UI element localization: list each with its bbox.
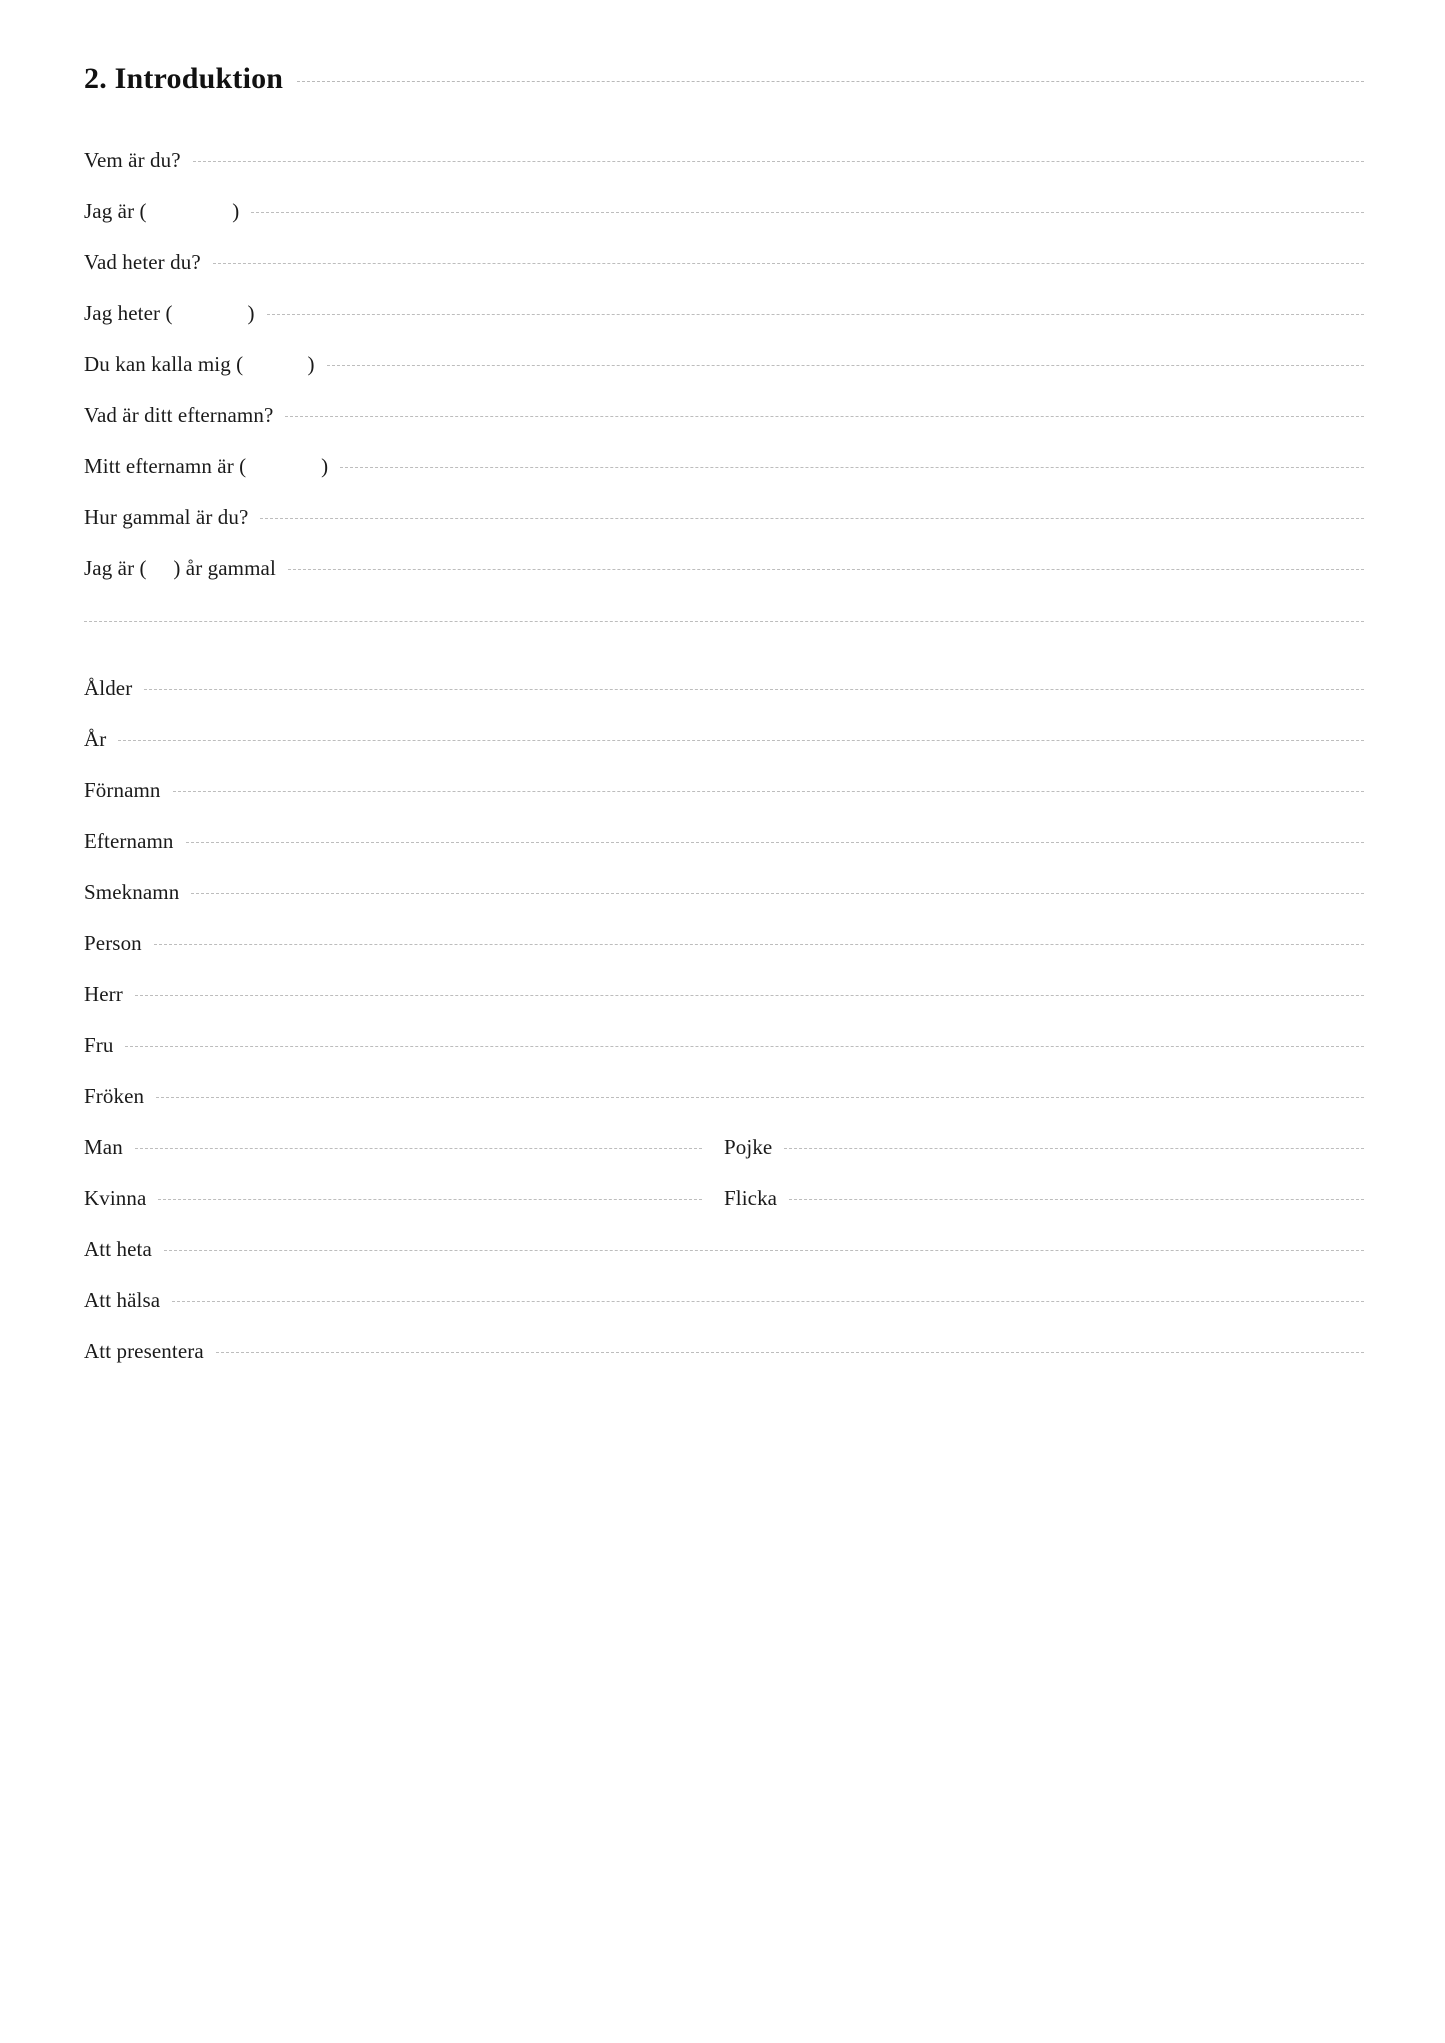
write-line[interactable] (191, 892, 1364, 894)
verb-label: Att heta (84, 1237, 152, 1261)
vocab-label: Smeknamn (84, 880, 180, 904)
verb-label: Att hälsa (84, 1288, 161, 1312)
write-line[interactable] (154, 943, 1364, 945)
vocab-label: Pojke (724, 1135, 773, 1159)
vocab-pair-row (84, 1135, 1364, 1186)
vocab-pair-right (724, 1186, 1364, 1211)
vocab-pair-left (84, 1135, 724, 1160)
vocab-label: Ålder (84, 676, 133, 700)
section-gap (84, 607, 1364, 625)
vocab-label: År (84, 727, 107, 751)
write-line[interactable] (784, 1147, 1364, 1149)
write-line[interactable] (125, 1045, 1364, 1047)
write-line[interactable] (135, 1147, 702, 1149)
write-line[interactable] (118, 739, 1364, 741)
phrase-row (84, 250, 1364, 301)
write-line[interactable] (327, 364, 1364, 366)
write-line[interactable] (158, 1198, 702, 1200)
write-line[interactable] (173, 790, 1364, 792)
write-line[interactable] (789, 1198, 1364, 1200)
phrase-label: Jag heter ( ) (84, 301, 255, 325)
vocab-label: Förnamn (84, 778, 161, 802)
phrase-row (84, 148, 1364, 199)
vocab-label: Man (84, 1135, 123, 1159)
write-line[interactable] (164, 1249, 1364, 1251)
page-title: 2. Introduktion (84, 62, 284, 95)
vocab-pair-left (84, 1186, 724, 1211)
phrase-row (84, 403, 1364, 454)
phrase-label: Vad är ditt efternamn? (84, 403, 274, 427)
page-content (84, 62, 1364, 1390)
vocab-label: Flicka (724, 1186, 778, 1210)
vocab-row (84, 676, 1364, 727)
divider-line (84, 620, 1364, 622)
vocab-pair-right (724, 1135, 1364, 1160)
verb-row (84, 1339, 1364, 1390)
vocab-row (84, 982, 1364, 1033)
phrase-row (84, 505, 1364, 556)
verb-row (84, 1288, 1364, 1339)
write-line[interactable] (135, 994, 1364, 996)
write-line[interactable] (340, 466, 1364, 468)
write-line[interactable] (172, 1300, 1364, 1302)
vocab-label: Efternamn (84, 829, 174, 853)
phrase-row (84, 454, 1364, 505)
phrase-label: Jag är ( ) år gammal (84, 556, 276, 580)
vocab-label: Herr (84, 982, 123, 1006)
vocab-row (84, 727, 1364, 778)
vocab-row (84, 829, 1364, 880)
vocab-row (84, 931, 1364, 982)
vocab-label: Person (84, 931, 142, 955)
phrase-row (84, 352, 1364, 403)
write-line[interactable] (288, 568, 1364, 570)
vocab-label: Fru (84, 1033, 114, 1057)
vocab-row (84, 1033, 1364, 1084)
write-line[interactable] (186, 841, 1364, 843)
phrase-row (84, 199, 1364, 250)
heading-dotted-rule (297, 80, 1364, 82)
write-line[interactable] (251, 211, 1364, 213)
write-line[interactable] (144, 688, 1364, 690)
vocab-row (84, 778, 1364, 829)
verb-label: Att presentera (84, 1339, 204, 1363)
phrase-label: Mitt efternamn är ( ) (84, 454, 329, 478)
write-line[interactable] (213, 262, 1364, 264)
phrase-label: Vem är du? (84, 148, 181, 172)
phrase-row (84, 556, 1364, 607)
phrase-label: Hur gammal är du? (84, 505, 249, 529)
vocab-row (84, 1084, 1364, 1135)
phrase-label: Jag är ( ) (84, 199, 240, 223)
section-divider-row (84, 625, 1364, 676)
write-line[interactable] (285, 415, 1364, 417)
vocab-label: Kvinna (84, 1186, 147, 1210)
write-line[interactable] (267, 313, 1364, 315)
vocab-label: Fröken (84, 1084, 145, 1108)
phrase-row (84, 301, 1364, 352)
write-line[interactable] (156, 1096, 1364, 1098)
write-line[interactable] (193, 160, 1364, 162)
verb-row (84, 1237, 1364, 1288)
write-line[interactable] (216, 1351, 1364, 1353)
section-heading (84, 62, 1364, 96)
phrase-label: Vad heter du? (84, 250, 201, 274)
vocab-row (84, 880, 1364, 931)
phrase-label: Du kan kalla mig ( ) (84, 352, 315, 376)
vocab-pair-row (84, 1186, 1364, 1237)
write-line[interactable] (260, 517, 1364, 519)
